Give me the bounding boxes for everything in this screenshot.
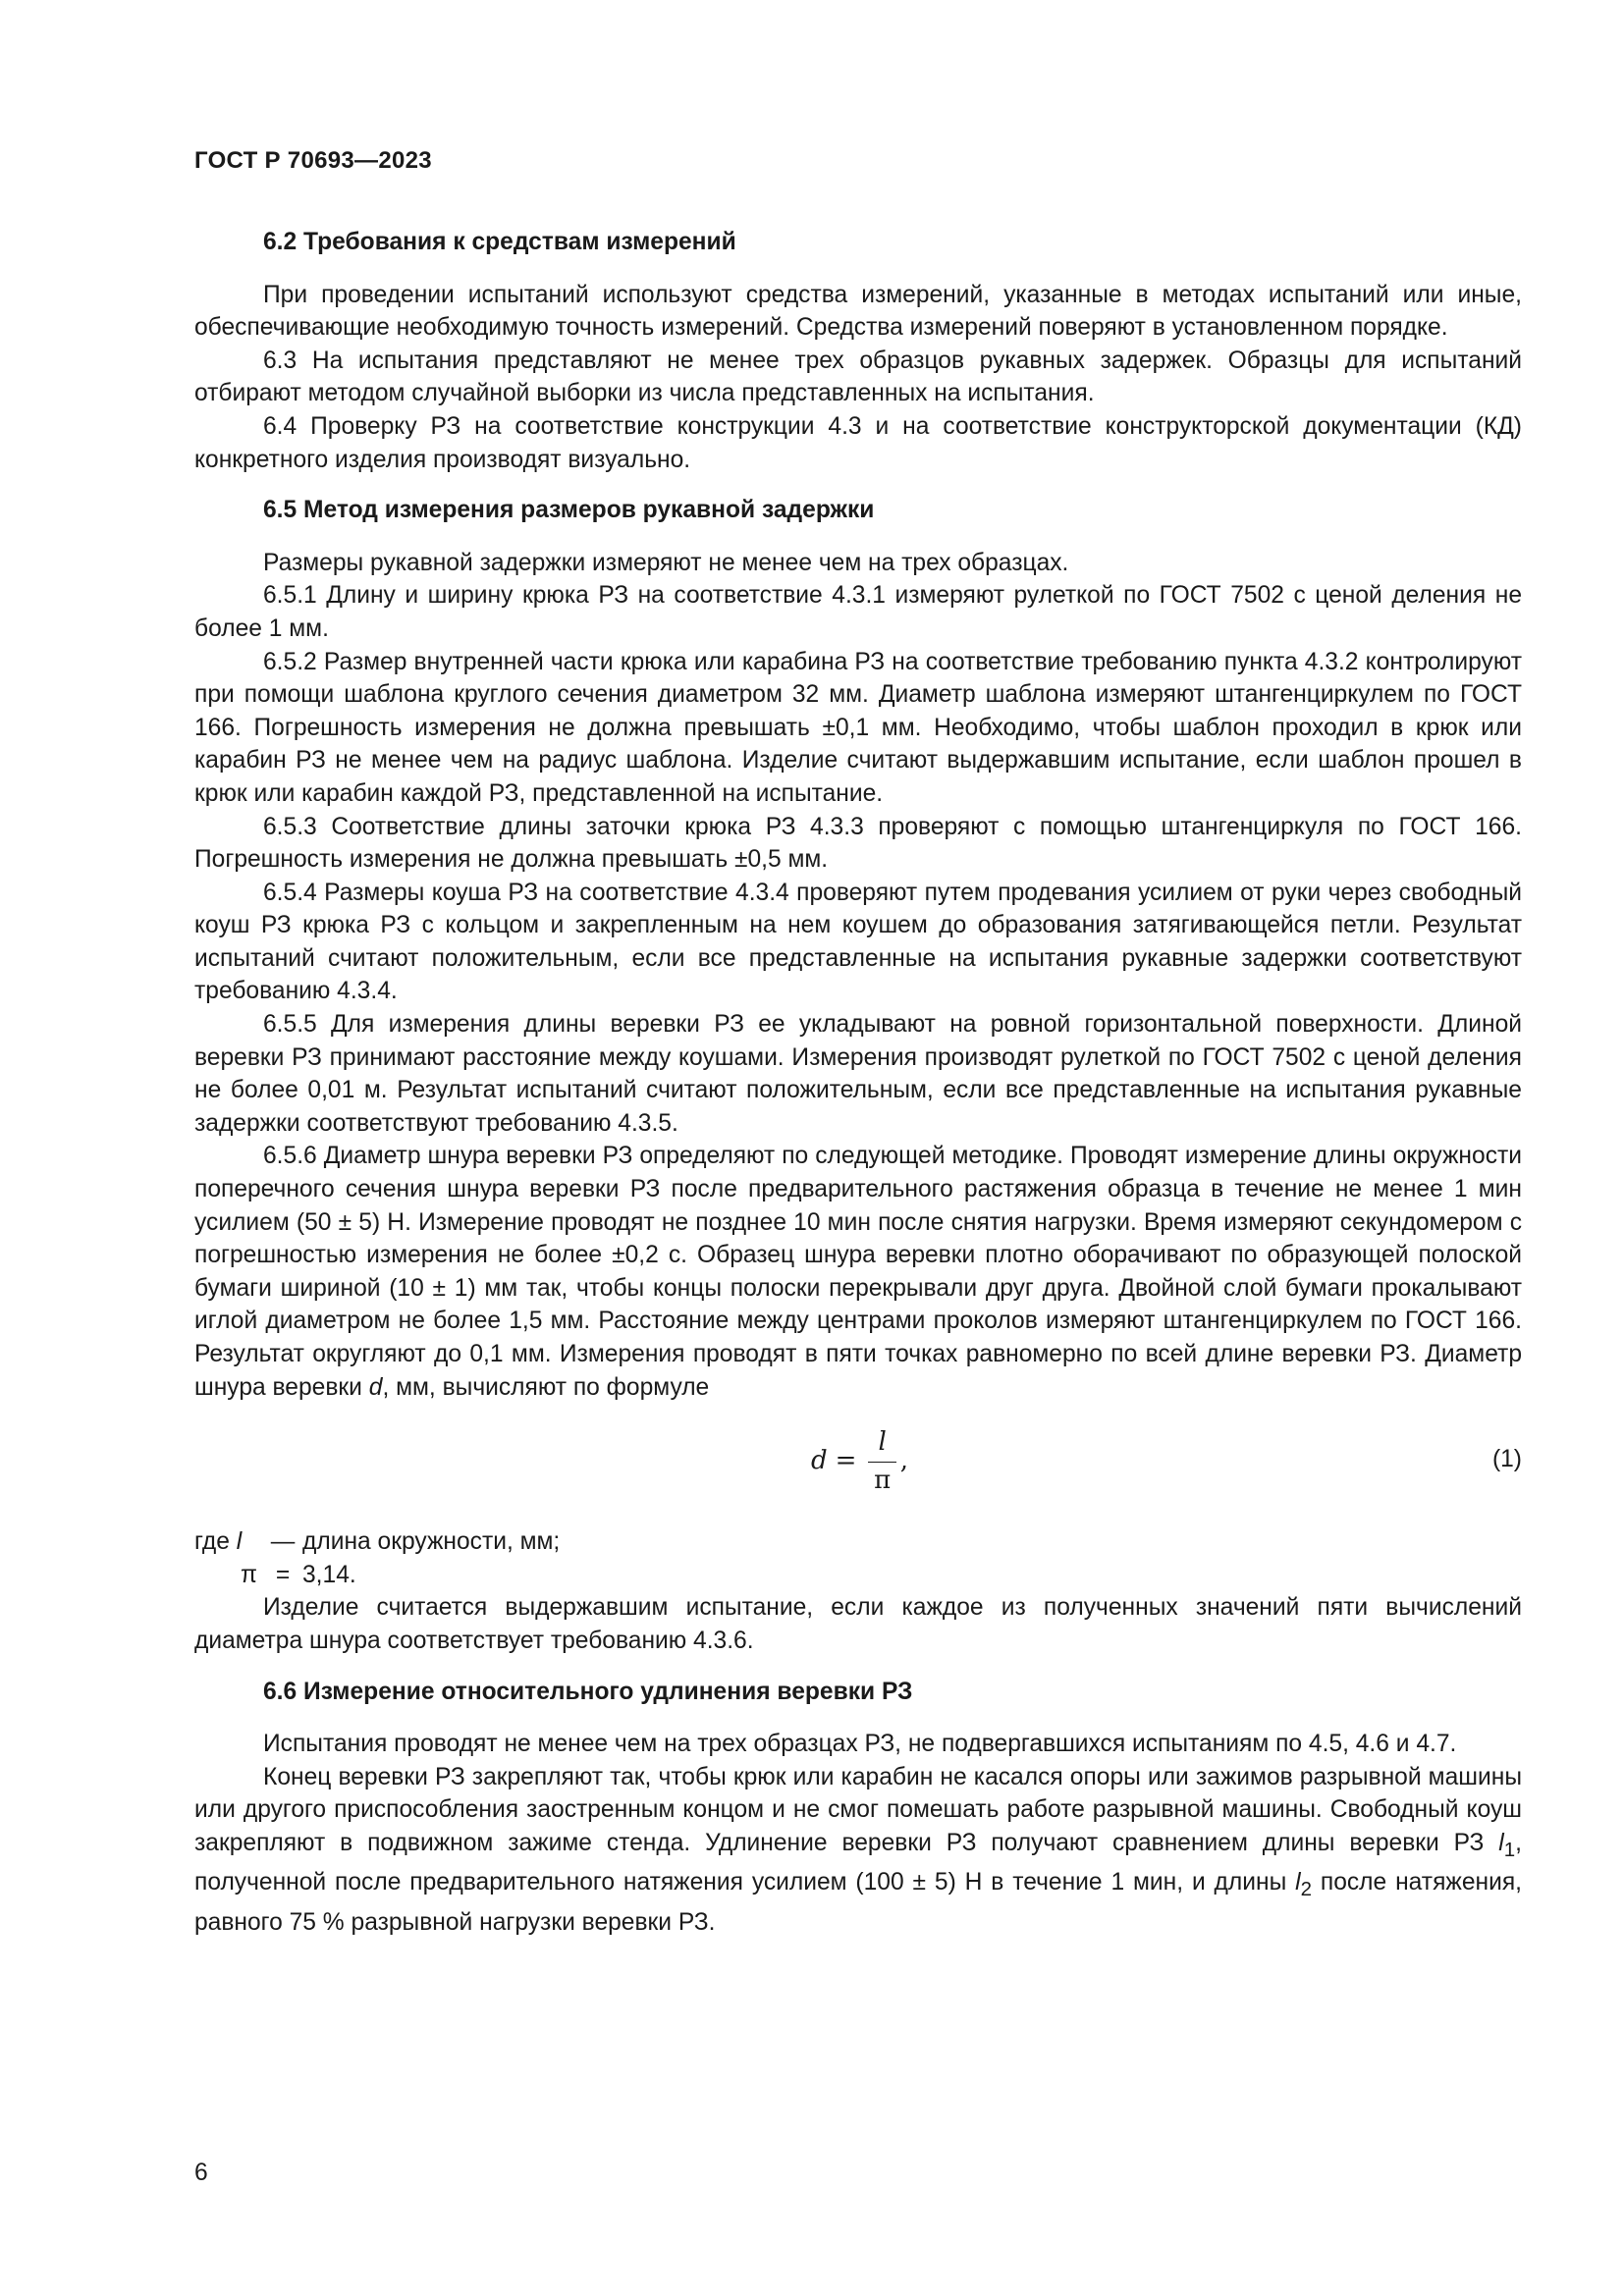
paragraph: Испытания проводят не менее чем на трех образцах РЗ, не подвергавшихся испытаниям по 4.5, 4.6 и 4.7. xyxy=(263,1731,1457,1758)
paragraph-6-5-1: 6.5.1 Длину и ширину крюка РЗ на соответствие 4.3.1 измеряют рулеткой по ГОСТ 7502 с ценой деления не более 1 мм. xyxy=(194,582,1522,642)
formula-equals: = xyxy=(835,1446,857,1476)
formula-number: (1) xyxy=(1491,1446,1522,1473)
paragraph-6-5-4: 6.5.4 Размеры коуша РЗ на соответствие 4.3.4 проверяют путем продевания усилием от руки через свободный коуш РЗ крюка РЗ с кольцом и закрепленным на нем коушем до образования затягивающейся петли. Результат испытаний считают положительным, если все представленные на испытания рукавные задержки соответствуют требованию 4.3.4. xyxy=(194,879,1522,1005)
section-heading-6-5: 6.5 Метод измерения размеров рукавной задержки xyxy=(263,497,875,524)
paragraph-6-5-6: 6.5.6 Диаметр шнура веревки РЗ определяют по следующей методике. Проводят измерение длины окружности поперечного сечения шнура веревки РЗ после предварительного растяжения образца в течение не менее 1 мин усилием (50 ± 5) Н. Измерение проводят не позднее 10 мин после снятия нагрузки. Время измеряют секундомером с погрешностью измерения не более ±0,2 с. Образец шнура веревки плотно оборачивают по образующей полоской бумаги шириной (10 ± 1) мм так, чтобы концы полоски перекрывали друг друга. Двойной слой бумаги прокалывают иглой диаметром не более 1,5 мм. Расстояние между центрами проколов измеряют штангенциркулем по ГОСТ 166. Результат округляют до 0,1 мм. Измерения проводят в пяти точках равномерно по всей длине веревки РЗ. Диаметр шнура веревки d, мм, вычисляют по формуле xyxy=(194,1143,1522,1401)
paragraph: При проведении испытаний используют средства измерений, указанные в методах испытаний или иные, обеспечивающие необходимую точность измерений. Средства измерений поверяют в установленном порядке. xyxy=(194,281,1522,342)
document-body xyxy=(194,226,1522,1940)
section-heading-6-6: 6.6 Измерение относительного удлинения веревки РЗ xyxy=(263,1678,913,1705)
paragraph-6-3: 6.3 На испытания представляют не менее трех образцов рукавных задержек. Образцы для испытаний отбирают методом случайной выборки из числа представленных на испытания. xyxy=(194,347,1522,407)
paragraph: Конец веревки РЗ закрепляют так, чтобы крюк или карабин не касался опоры или зажимов разрывной машины или другого приспособления заостренным концом и не смог помешать работе разрывной машины. Свободный коуш закрепляют в подвижном зажиме стенда. Удлинение веревки РЗ получают сравнением длины веревки РЗ $l_1$, полученной после предварительного натяжения усилием (100 ± 5) Н в течение 1 мин, и длины $l_2$ после натяжения, равного 75 % разрывной нагрузки веревки РЗ. xyxy=(194,1763,1522,1936)
section-heading-6-2: 6.2 Требования к средствам измерений xyxy=(263,229,736,255)
formula-expression xyxy=(811,1417,908,1506)
variable-l2: l xyxy=(1295,1869,1301,1896)
where-description: 3,14. xyxy=(302,1561,356,1588)
paragraph: Изделие считается выдержавшим испытание, если каждое из полученных значений пяти вычислений диаметра шнура соответствует требованию 4.3.6. xyxy=(194,1594,1522,1654)
where-row xyxy=(194,1525,1522,1559)
where-row xyxy=(194,1559,1522,1592)
formula-lhs: d xyxy=(811,1446,828,1476)
formula-denominator: π xyxy=(874,1465,892,1495)
formula-1 xyxy=(194,1417,1522,1520)
variable-d: d xyxy=(368,1373,383,1401)
paragraph-6-4: 6.4 Проверку РЗ на соответствие конструкции 4.3 и на соответствие конструкторской документации (КД) конкретного изделия производят визуально. xyxy=(194,412,1522,473)
where-separator: = xyxy=(275,1561,291,1588)
where-label: где xyxy=(194,1528,230,1556)
variable-l1: l xyxy=(1498,1829,1504,1856)
where-symbol: l xyxy=(236,1528,243,1556)
formula-fraction xyxy=(868,1426,895,1497)
formula-numerator: l xyxy=(868,1426,895,1463)
formula-trailing-comma: , xyxy=(899,1446,909,1476)
where-description: длина окружности, мм; xyxy=(302,1528,561,1556)
paragraph: Размеры рукавной задержки измеряют не менее чем на трех образцах. xyxy=(263,549,1069,576)
document-code: ГОСТ Р 70693—2023 xyxy=(194,147,432,174)
where-legend xyxy=(194,1525,1522,1591)
paragraph-6-5-3: 6.5.3 Соответствие длины заточки крюка РЗ 4.3.3 проверяют с помощью штангенциркуля по ГОСТ 166. Погрешность измерения не должна превышать ±0,5 мм. xyxy=(194,813,1522,874)
page-number: 6 xyxy=(194,2160,208,2186)
where-separator: — xyxy=(270,1528,296,1556)
paragraph-6-5-2: 6.5.2 Размер внутренней части крюка или карабина РЗ на соответствие требованию пункта 4.3.2 контролируют при помощи шаблона круглого сечения диаметром 32 мм. Диаметр шаблона измеряют штангенциркулем по ГОСТ 166. Погрешность измерения не должна превышать ±0,1 мм. Необходимо, чтобы шаблон проходил в крюк или карабин РЗ не менее чем на радиус шаблона. Изделие считают выдержавшим испытание, если шаблон прошел в крюк или карабин каждой РЗ, представленной на испытание. xyxy=(194,648,1522,807)
paragraph-6-5-5: 6.5.5 Для измерения длины веревки РЗ ее укладывают на ровной горизонтальной поверхности. Длиной веревки РЗ принимают расстояние между коушами. Измерения производят рулеткой по ГОСТ 7502 с ценой деления не более 0,01 м. Результат испытаний считают положительным, если все представленные на испытания рукавные задержки соответствуют требованию 4.3.5. xyxy=(194,1011,1522,1137)
where-symbol: π xyxy=(241,1561,257,1588)
